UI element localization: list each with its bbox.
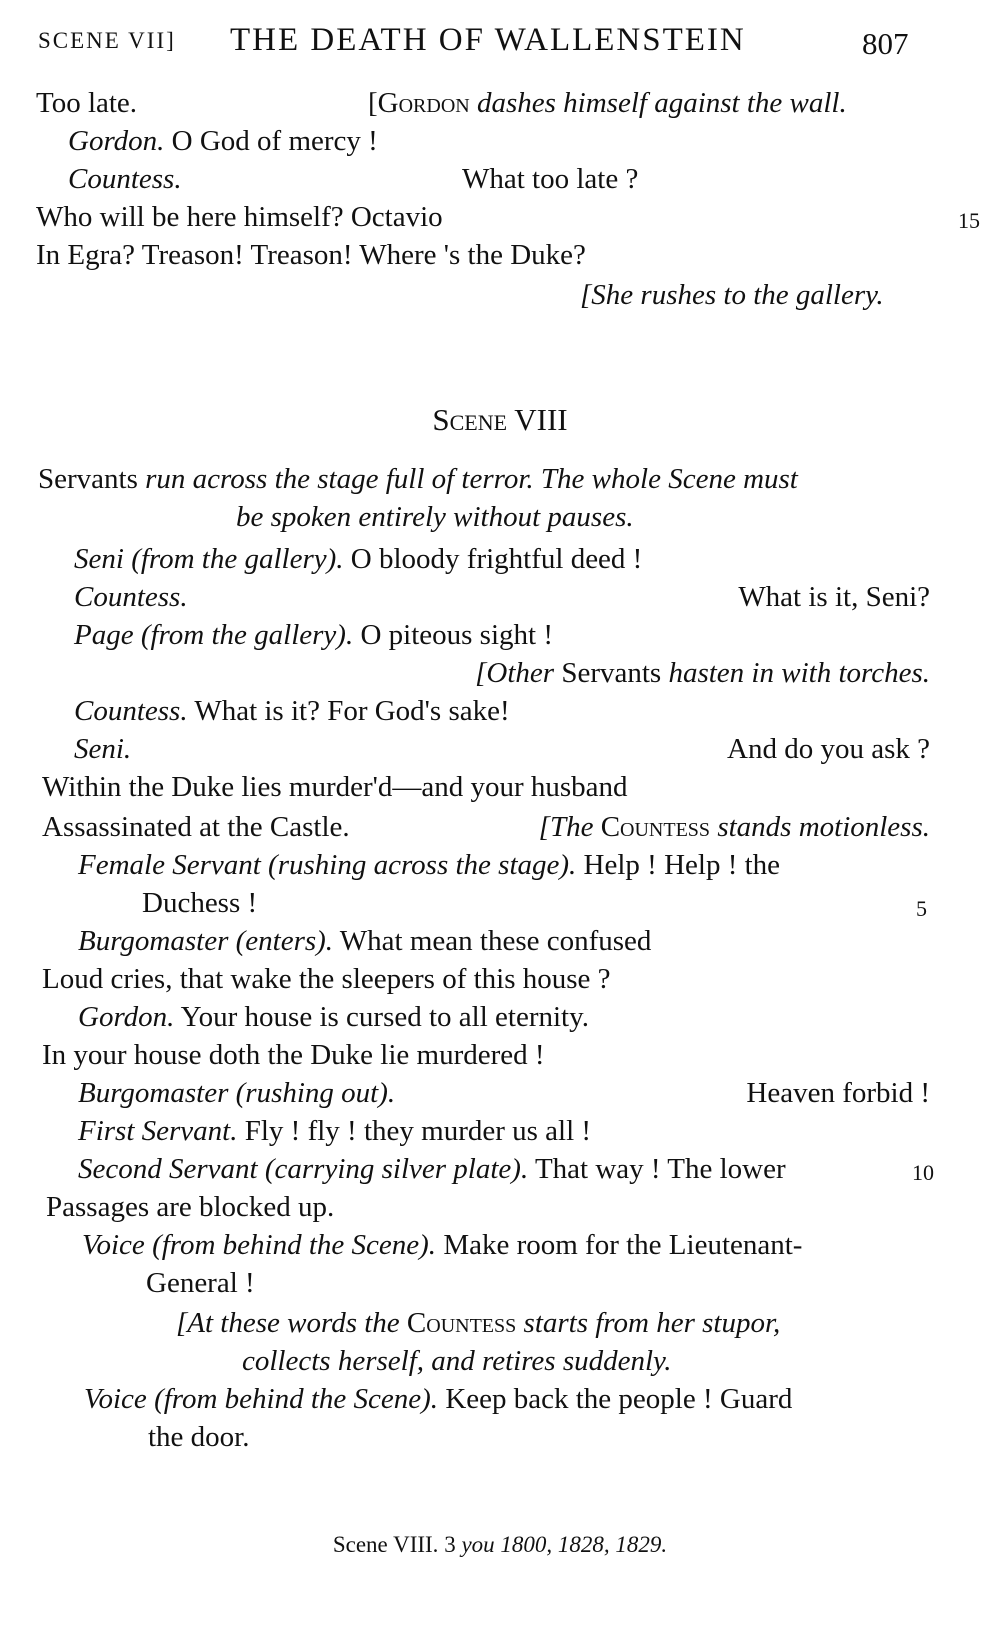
speaker-note: (carrying silver plate). bbox=[264, 1153, 529, 1185]
speech-text: Help ! Help ! the bbox=[583, 849, 781, 881]
direction-text: hasten in with torches. bbox=[668, 657, 930, 689]
speaker-note: (from the gallery). bbox=[140, 619, 354, 651]
stage-direction bbox=[539, 810, 930, 844]
footnote bbox=[0, 1532, 1000, 1558]
verse-line: the door. bbox=[148, 1421, 250, 1453]
direction-text: starts from her stupor, bbox=[523, 1307, 781, 1339]
stage-direction bbox=[38, 462, 798, 496]
line-number: 15 bbox=[958, 208, 980, 233]
verse-line: In your house doth the Duke lie murdered ! bbox=[42, 1039, 545, 1071]
verse-line: Loud cries, that wake the sleepers of this house ? bbox=[42, 963, 611, 995]
speech-line bbox=[78, 848, 930, 882]
direction-text: dashes himself against the wall. bbox=[476, 87, 847, 119]
verse-line: In Egra? Treason! Treason! Where 's the Duke? bbox=[36, 239, 586, 271]
verse-line: Passages are blocked up. bbox=[46, 1191, 335, 1223]
character-name: Countess bbox=[600, 811, 711, 843]
stage-direction: be spoken entirely without pauses. bbox=[236, 501, 634, 533]
speech-text: What mean these confused bbox=[339, 925, 652, 957]
running-header-scene: SCENE VII] bbox=[38, 28, 176, 53]
bracket: [ bbox=[368, 87, 378, 119]
speech-text: Make room for the Lieutenant- bbox=[443, 1229, 803, 1261]
page-number: 807 bbox=[862, 26, 909, 61]
character-name: Gordon bbox=[377, 87, 470, 119]
speech-line bbox=[74, 694, 510, 728]
speech-text: And do you ask ? bbox=[727, 733, 930, 765]
speech-line bbox=[78, 1000, 589, 1034]
speaker-note: (from behind the Scene). bbox=[154, 1383, 439, 1415]
speech-line bbox=[82, 1228, 802, 1262]
speaker-note: (from behind the Scene). bbox=[152, 1229, 437, 1261]
stage-direction bbox=[475, 656, 930, 690]
speaker-name: Female Servant bbox=[78, 849, 261, 881]
speech-text: O piteous sight ! bbox=[360, 619, 553, 651]
speaker-note: (from the gallery). bbox=[131, 543, 344, 575]
speech-text: That way ! The lower bbox=[534, 1153, 786, 1185]
verse-line bbox=[36, 86, 137, 120]
verse-line: Assassinated at the Castle. bbox=[42, 811, 350, 843]
speaker-name: Countess. bbox=[68, 163, 182, 195]
stage-direction bbox=[176, 1306, 780, 1340]
speech-text: What too late ? bbox=[462, 163, 639, 195]
speaker-name: First Servant. bbox=[78, 1115, 238, 1147]
speaker-name: Voice bbox=[84, 1383, 147, 1415]
stage-direction: collects herself, and retires suddenly. bbox=[242, 1345, 672, 1377]
direction-text: [Other bbox=[475, 657, 555, 689]
verse-line: Who will be here himself? Octavio bbox=[36, 201, 443, 233]
speaker-name: Countess. bbox=[74, 581, 188, 613]
stage-direction: [She rushes to the gallery. bbox=[580, 279, 884, 311]
footnote-label: Scene VIII. bbox=[332, 1532, 439, 1557]
character-name: Countess bbox=[406, 1307, 517, 1339]
speaker-name: Seni bbox=[74, 543, 124, 575]
speaker-name: Page bbox=[74, 619, 134, 651]
speech-line bbox=[68, 124, 378, 158]
speech-line bbox=[74, 618, 553, 652]
speech-text: O God of mercy ! bbox=[171, 125, 378, 157]
speaker-name: Burgomaster bbox=[78, 925, 229, 957]
speaker-note: (rushing across the stage). bbox=[268, 849, 577, 881]
direction-text: stands motionless. bbox=[717, 811, 930, 843]
footnote-text: you 1800, 1828, 1829. bbox=[461, 1532, 668, 1557]
verse-line: Within the Duke lies murder'd—and your husband bbox=[42, 771, 628, 803]
speech-line bbox=[78, 1114, 591, 1148]
speech-text: Your house is cursed to all eternity. bbox=[180, 1001, 589, 1033]
speech-text: Keep back the people ! Guard bbox=[445, 1383, 793, 1415]
speaker-name: Burgomaster bbox=[78, 1077, 229, 1109]
speech-line bbox=[78, 1152, 786, 1186]
stage-direction bbox=[368, 86, 847, 120]
line-number: 5 bbox=[916, 896, 927, 921]
speaker-name: Gordon. bbox=[78, 1001, 175, 1033]
line-text: Too late. bbox=[36, 87, 138, 119]
direction-text: [At these words the bbox=[176, 1307, 400, 1339]
direction-text: run across the stage full of terror. The whole Scene must bbox=[145, 463, 798, 495]
speech-text: O bloody frightful deed ! bbox=[350, 543, 643, 575]
speaker-note: (enters). bbox=[235, 925, 334, 957]
speech-text: Fly ! fly ! they murder us all ! bbox=[244, 1115, 592, 1147]
speech-text: Heaven forbid ! bbox=[746, 1077, 930, 1109]
speech-line bbox=[68, 162, 182, 196]
verse-line: Duchess ! bbox=[142, 887, 258, 919]
direction-text: [The bbox=[538, 811, 594, 843]
speaker-name: Second Servant bbox=[78, 1153, 258, 1185]
speaker-name: Seni. bbox=[74, 733, 132, 765]
speaker-name: Voice bbox=[82, 1229, 145, 1261]
speech-text: What is it? For God's sake! bbox=[194, 695, 510, 727]
scene-heading: Scene VIII bbox=[432, 402, 568, 437]
speech-line bbox=[78, 924, 651, 958]
speaker-note: (rushing out). bbox=[235, 1077, 396, 1109]
speech-line bbox=[84, 1382, 792, 1416]
verse-line: General ! bbox=[146, 1267, 255, 1299]
speaker-name: Countess. bbox=[74, 695, 188, 727]
speech-line bbox=[78, 1076, 395, 1110]
character-name: Servants bbox=[38, 463, 138, 495]
speaker-name: Gordon. bbox=[68, 125, 165, 157]
running-header-title: THE DEATH OF WALLENSTEIN bbox=[230, 22, 746, 58]
character-name: Servants bbox=[561, 657, 662, 689]
line-number: 10 bbox=[912, 1160, 934, 1185]
speech-text: What is it, Seni? bbox=[738, 581, 930, 613]
footnote-line-number: 3 bbox=[444, 1532, 456, 1557]
speech-line bbox=[74, 542, 642, 576]
